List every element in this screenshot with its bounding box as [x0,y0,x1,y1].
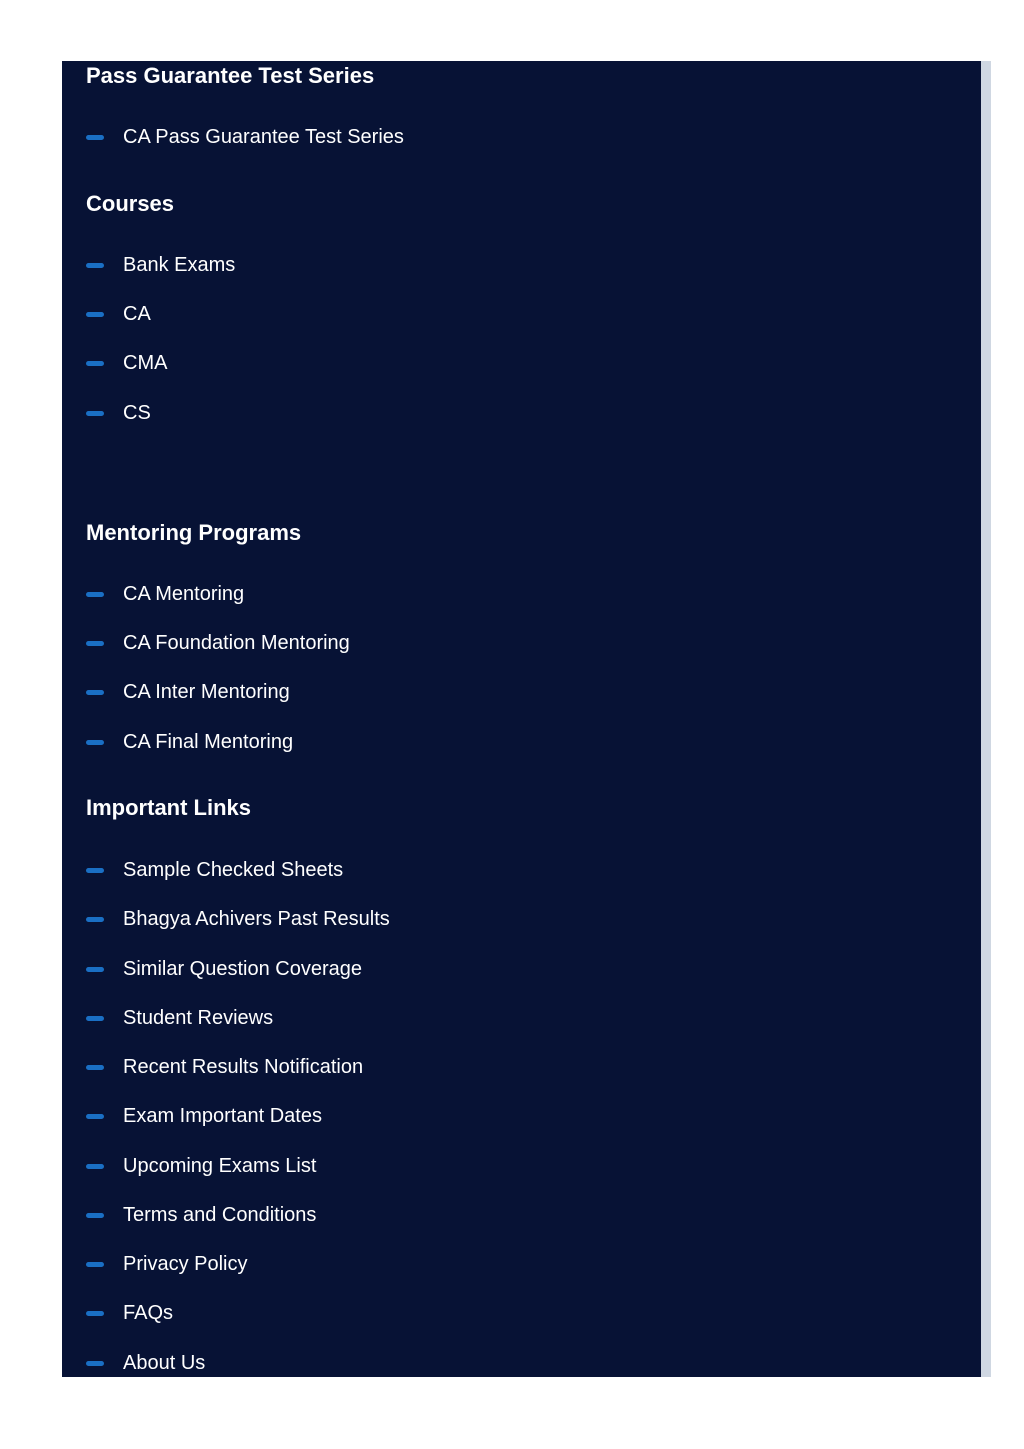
link-privacy-policy[interactable] [86,1251,247,1277]
dash-bullet-icon [86,263,104,268]
dash-bullet-icon [86,690,104,695]
link-recent-results-notification[interactable] [86,1054,363,1080]
dash-bullet-icon [86,135,104,140]
link-label: CA Mentoring [123,583,245,605]
link-bhagya-achivers-past-results[interactable] [86,906,390,932]
dash-bullet-icon [86,1016,104,1021]
link-terms-and-conditions[interactable] [86,1202,316,1228]
dash-bullet-icon [86,411,104,416]
dash-bullet-icon [86,1213,104,1218]
link-label: CA Pass Guarantee Test Series [123,126,404,148]
dash-bullet-icon [86,868,104,873]
dash-bullet-icon [86,1262,104,1267]
link-ca-mentoring[interactable] [86,581,244,607]
dash-bullet-icon [86,312,104,317]
link-ca-foundation-mentoring[interactable] [86,630,350,656]
link-label: Recent Results Notification [123,1056,364,1078]
link-about-us[interactable] [86,1350,205,1376]
link-cs[interactable] [86,400,151,426]
link-label: Bank Exams [123,254,236,276]
link-bank-exams[interactable] [86,252,235,278]
dash-bullet-icon [86,740,104,745]
link-ca-pass-guarantee-test-series[interactable] [86,124,404,150]
section-heading-courses: Courses [86,191,175,216]
link-label: Upcoming Exams List [123,1155,317,1177]
section-heading-pass-guarantee: Pass Guarantee Test Series [86,63,375,88]
link-label: Terms and Conditions [123,1204,317,1226]
link-label: Privacy Policy [123,1253,248,1275]
dash-bullet-icon [86,1164,104,1169]
dash-bullet-icon [86,641,104,646]
link-label: CS [123,402,151,424]
section-heading-important-links: Important Links [86,795,252,820]
link-sample-checked-sheets[interactable] [86,857,343,883]
link-label: Sample Checked Sheets [123,859,344,881]
scrollbar-track[interactable] [981,61,991,1377]
link-label: CA Final Mentoring [123,731,294,753]
link-faqs[interactable] [86,1300,173,1326]
dash-bullet-icon [86,361,104,366]
link-label: Student Reviews [123,1007,274,1029]
section-heading-mentoring-programs: Mentoring Programs [86,520,302,545]
link-label: FAQs [123,1302,174,1324]
link-label: CA [123,303,151,325]
link-label: CA Foundation Mentoring [123,632,350,654]
dash-bullet-icon [86,1311,104,1316]
dash-bullet-icon [86,917,104,922]
link-label: About Us [123,1352,206,1374]
link-label: Bhagya Achivers Past Results [123,908,390,930]
dash-bullet-icon [86,967,104,972]
link-ca-final-mentoring[interactable] [86,729,293,755]
link-upcoming-exams-list[interactable] [86,1153,316,1179]
link-label: Similar Question Coverage [123,958,362,980]
link-exam-important-dates[interactable] [86,1103,322,1129]
footer-panel [62,61,981,1377]
link-label: Exam Important Dates [123,1105,322,1127]
link-ca-inter-mentoring[interactable] [86,679,290,705]
link-label: CA Inter Mentoring [123,681,290,703]
link-label: CMA [123,352,168,374]
link-cma[interactable] [86,350,167,376]
dash-bullet-icon [86,592,104,597]
dash-bullet-icon [86,1065,104,1070]
link-similar-question-coverage[interactable] [86,956,362,982]
link-student-reviews[interactable] [86,1005,273,1031]
dash-bullet-icon [86,1361,104,1366]
link-ca[interactable] [86,301,151,327]
dash-bullet-icon [86,1114,104,1119]
